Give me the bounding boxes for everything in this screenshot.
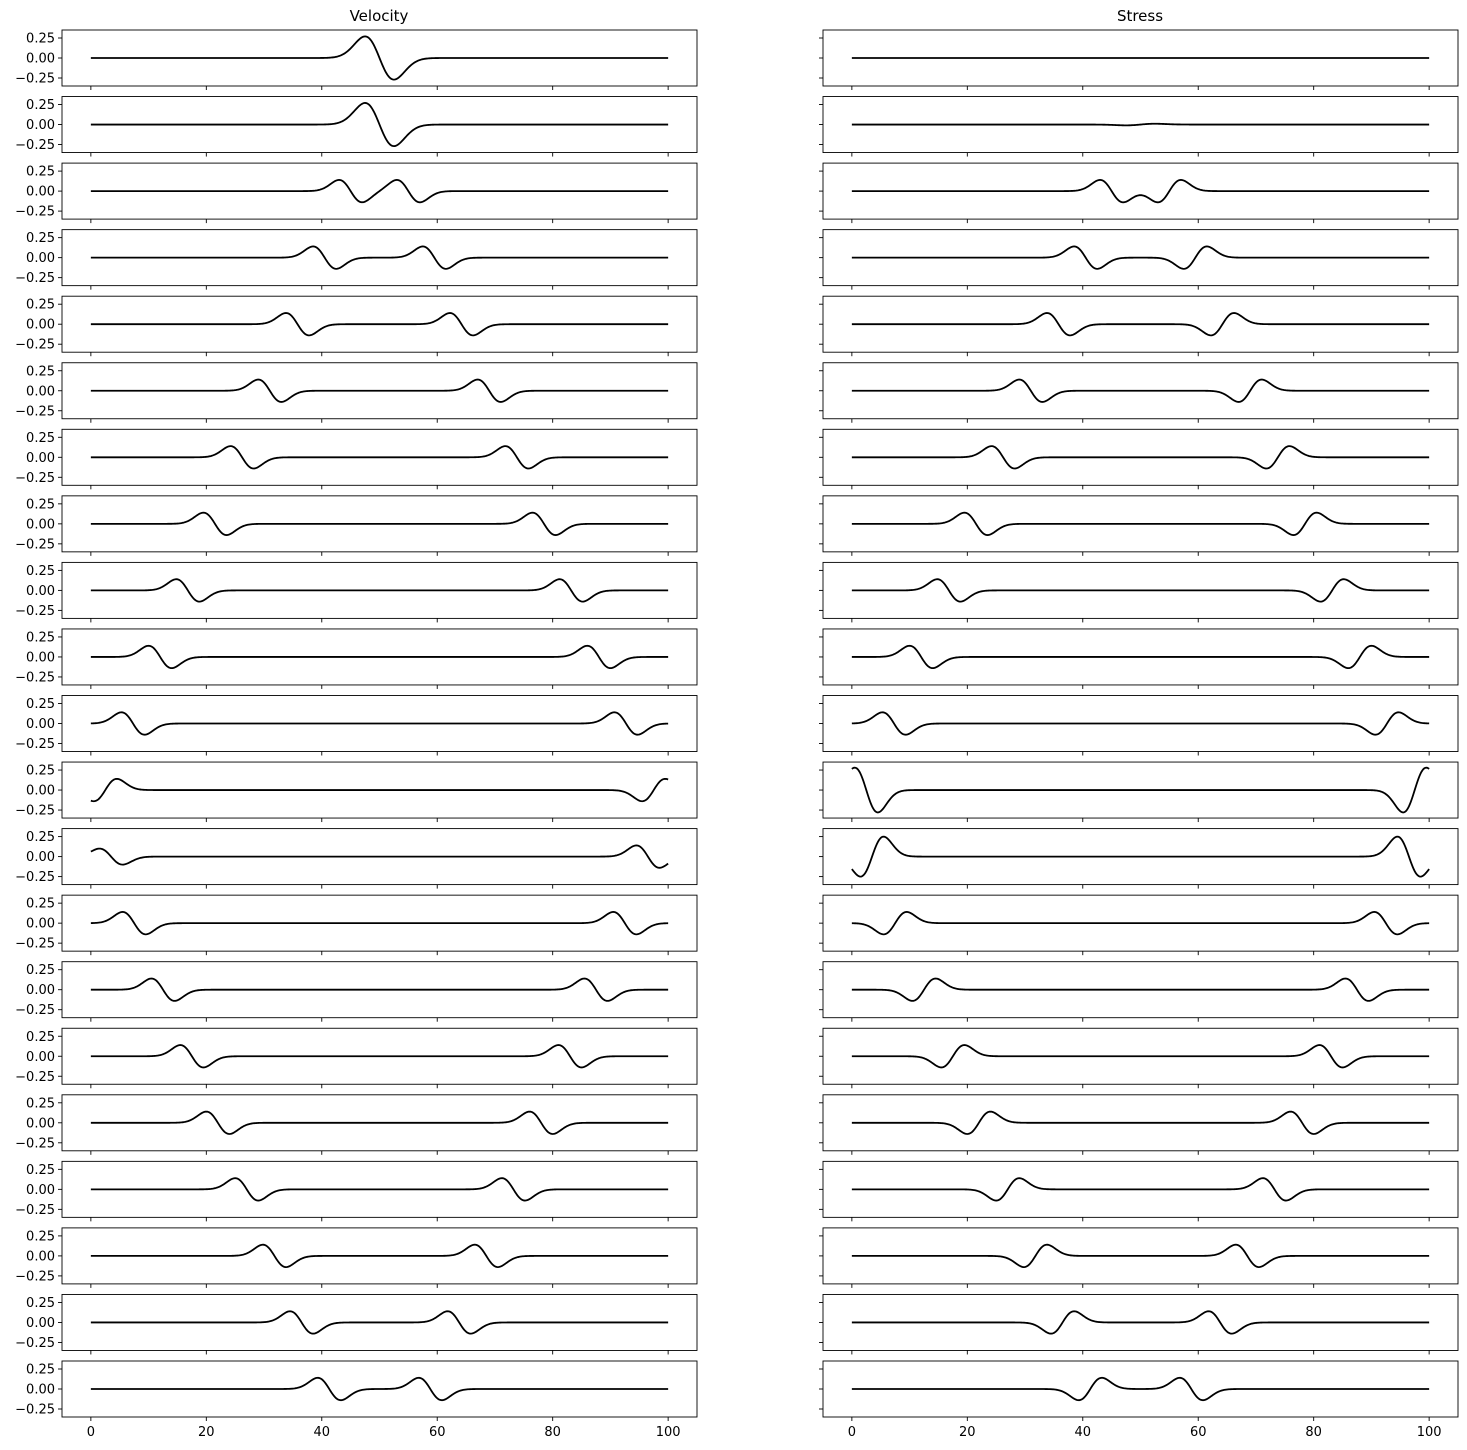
y-tick-label: 0.00 <box>26 1315 55 1331</box>
stress-panel-20 <box>819 1294 1458 1354</box>
stress-panel-11 <box>819 696 1458 756</box>
series-line <box>852 712 1429 734</box>
velocity-panel-9 <box>15 562 697 622</box>
stress-panel-4 <box>819 230 1458 290</box>
series-line <box>852 313 1429 335</box>
y-tick-label: 0.25 <box>26 31 55 47</box>
y-tick-label: 0.25 <box>26 763 55 779</box>
y-tick-label: 0.25 <box>26 1295 55 1311</box>
series-line <box>852 837 1429 877</box>
y-tick-label: −0.25 <box>15 138 55 154</box>
y-tick-label: 0.25 <box>26 896 55 912</box>
stress-panel-17 <box>819 1095 1458 1155</box>
y-tick-label: 0.25 <box>26 1162 55 1178</box>
y-tick-label: 0.00 <box>26 1116 55 1132</box>
stress-panel-8 <box>819 496 1458 556</box>
y-tick-label: 0.25 <box>26 164 55 180</box>
y-tick-label: 0.00 <box>26 118 55 134</box>
series-line <box>91 912 668 934</box>
y-tick-label: −0.25 <box>15 603 55 619</box>
series-line <box>91 446 668 468</box>
stress-panel-6 <box>819 363 1458 423</box>
y-tick-label: 0.25 <box>26 1029 55 1045</box>
series-line <box>91 103 668 146</box>
series-line <box>91 1112 668 1134</box>
series-line <box>852 646 1429 668</box>
y-tick-label: 0.00 <box>26 317 55 333</box>
y-tick-label: 0.00 <box>26 983 55 999</box>
x-tick-label: 80 <box>544 1425 561 1440</box>
y-tick-label: 0.00 <box>26 517 55 533</box>
velocity-panel-5 <box>15 296 697 356</box>
y-tick-label: −0.25 <box>15 1335 55 1351</box>
series-line <box>91 1045 668 1067</box>
series-line <box>91 313 668 335</box>
x-tick-label: 40 <box>1074 1425 1092 1440</box>
series-line <box>91 979 668 1001</box>
y-tick-label: 0.00 <box>26 783 55 799</box>
y-tick-label: 0.25 <box>26 963 55 979</box>
x-tick-label: 0 <box>86 1425 96 1440</box>
series-line <box>852 513 1429 535</box>
y-tick-label: 0.25 <box>26 430 55 446</box>
series-line <box>91 180 668 202</box>
series-line <box>852 1178 1429 1200</box>
stress-panel-14 <box>819 895 1458 955</box>
stress-panel-15 <box>819 962 1458 1022</box>
y-tick-label: −0.25 <box>15 1402 55 1418</box>
series-line <box>852 1045 1429 1067</box>
y-tick-label: 0.25 <box>26 1096 55 1112</box>
y-tick-label: 0.00 <box>26 583 55 599</box>
y-tick-label: 0.25 <box>26 1229 55 1245</box>
series-line <box>852 1378 1429 1400</box>
series-line <box>91 36 668 79</box>
y-tick-label: 0.00 <box>26 650 55 666</box>
y-tick-label: −0.25 <box>15 71 55 87</box>
series-line <box>852 380 1429 402</box>
y-tick-label: −0.25 <box>15 870 55 886</box>
velocity-panel-12 <box>15 762 697 822</box>
y-tick-label: 0.25 <box>26 231 55 247</box>
series-line <box>91 380 668 402</box>
x-tick-label: 100 <box>1416 1425 1442 1440</box>
velocity-panel-14 <box>15 895 697 955</box>
stress-panel-7 <box>819 429 1458 489</box>
stress-panel-10 <box>819 629 1458 689</box>
velocity-panel-13 <box>15 829 697 889</box>
y-tick-label: −0.25 <box>15 670 55 686</box>
x-tick-label: 20 <box>198 1425 215 1440</box>
series-line <box>91 1178 668 1200</box>
y-tick-label: 0.25 <box>26 497 55 513</box>
y-tick-label: −0.25 <box>15 1269 55 1285</box>
y-tick-label: −0.25 <box>15 404 55 420</box>
y-tick-label: 0.00 <box>26 384 55 400</box>
y-tick-label: 0.00 <box>26 184 55 200</box>
series-line <box>91 845 668 867</box>
series-line <box>852 246 1429 268</box>
y-tick-label: 0.00 <box>26 51 55 67</box>
y-tick-label: 0.25 <box>26 98 55 114</box>
stress-panel-16 <box>819 1028 1458 1088</box>
y-tick-label: −0.25 <box>15 737 55 752</box>
y-tick-label: 0.00 <box>26 251 55 267</box>
y-tick-label: 0.00 <box>26 1182 55 1198</box>
y-tick-label: −0.25 <box>15 537 55 553</box>
series-line <box>852 1245 1429 1267</box>
y-tick-label: 0.00 <box>26 1249 55 1265</box>
y-tick-label: −0.25 <box>15 936 55 952</box>
y-tick-label: 0.00 <box>26 717 55 732</box>
velocity-panel-15 <box>15 962 697 1022</box>
velocity-panel-6 <box>15 363 697 423</box>
y-tick-label: 0.25 <box>26 563 55 579</box>
stress-column-title: Stress <box>1116 7 1164 25</box>
stress-panel-9 <box>819 562 1458 622</box>
series-line <box>852 912 1429 934</box>
y-tick-label: 0.25 <box>26 1362 55 1378</box>
y-tick-label: 0.00 <box>26 850 55 866</box>
series-line <box>852 124 1429 126</box>
series-line <box>852 1112 1429 1134</box>
series-line <box>852 979 1429 1001</box>
y-tick-label: 0.25 <box>26 630 55 646</box>
velocity-panel-21 <box>15 1361 697 1440</box>
y-tick-label: 0.00 <box>26 1049 55 1065</box>
y-tick-label: 0.00 <box>26 450 55 466</box>
x-tick-label: 20 <box>959 1425 976 1440</box>
y-tick-label: −0.25 <box>15 1069 55 1085</box>
stress-panel-3 <box>819 163 1458 223</box>
x-tick-label: 100 <box>655 1425 681 1440</box>
series-line <box>91 579 668 601</box>
series-line <box>91 779 668 801</box>
series-line <box>91 513 668 535</box>
velocity-panel-11 <box>15 696 697 756</box>
velocity-panel-4 <box>15 230 697 290</box>
y-tick-label: 0.00 <box>26 916 55 932</box>
y-tick-label: 0.25 <box>26 297 55 313</box>
velocity-panel-2 <box>15 97 697 157</box>
velocity-panel-1 <box>15 30 697 90</box>
series-line <box>91 646 668 668</box>
velocity-panel-17 <box>15 1095 697 1155</box>
x-tick-label: 60 <box>1189 1425 1207 1440</box>
y-tick-label: −0.25 <box>15 803 55 819</box>
velocity-panel-7 <box>15 429 697 489</box>
y-tick-label: −0.25 <box>15 470 55 486</box>
velocity-panel-10 <box>15 629 697 689</box>
series-line <box>91 712 668 734</box>
stress-panel-1 <box>819 30 1458 90</box>
velocity-panel-3 <box>15 163 697 223</box>
y-tick-label: −0.25 <box>15 271 55 287</box>
series-line <box>852 579 1429 601</box>
velocity-panel-8 <box>15 496 697 556</box>
velocity-panel-16 <box>15 1028 697 1088</box>
y-tick-label: −0.25 <box>15 337 55 353</box>
y-tick-label: −0.25 <box>15 1202 55 1218</box>
velocity-panel-18 <box>15 1161 697 1221</box>
y-tick-label: −0.25 <box>15 204 55 220</box>
y-tick-label: −0.25 <box>15 1003 55 1019</box>
x-tick-label: 40 <box>313 1425 331 1440</box>
y-tick-label: 0.25 <box>26 697 55 712</box>
y-tick-label: 0.00 <box>26 1382 55 1398</box>
stress-panel-12 <box>819 762 1458 822</box>
velocity-panel-19 <box>15 1228 697 1288</box>
x-tick-label: 0 <box>847 1425 857 1440</box>
series-line <box>852 180 1429 202</box>
stress-panel-5 <box>819 296 1458 356</box>
series-line <box>91 1311 668 1333</box>
series-line <box>91 246 668 268</box>
series-line <box>852 768 1429 813</box>
y-tick-label: −0.25 <box>15 1136 55 1152</box>
stress-panel-2 <box>819 97 1458 157</box>
stress-panel-21 <box>819 1361 1458 1440</box>
stress-panel-18 <box>819 1161 1458 1221</box>
series-line <box>852 446 1429 468</box>
x-tick-label: 60 <box>428 1425 446 1440</box>
y-tick-label: 0.25 <box>26 830 55 846</box>
x-tick-label: 80 <box>1305 1425 1322 1440</box>
velocity-panel-20 <box>15 1294 697 1354</box>
y-tick-label: 0.25 <box>26 364 55 380</box>
velocity-column-title: Velocity <box>349 7 409 25</box>
series-line <box>91 1378 668 1400</box>
stress-panel-19 <box>819 1228 1458 1288</box>
series-line <box>852 1311 1429 1333</box>
stress-panel-13 <box>819 829 1458 889</box>
series-line <box>91 1245 668 1267</box>
